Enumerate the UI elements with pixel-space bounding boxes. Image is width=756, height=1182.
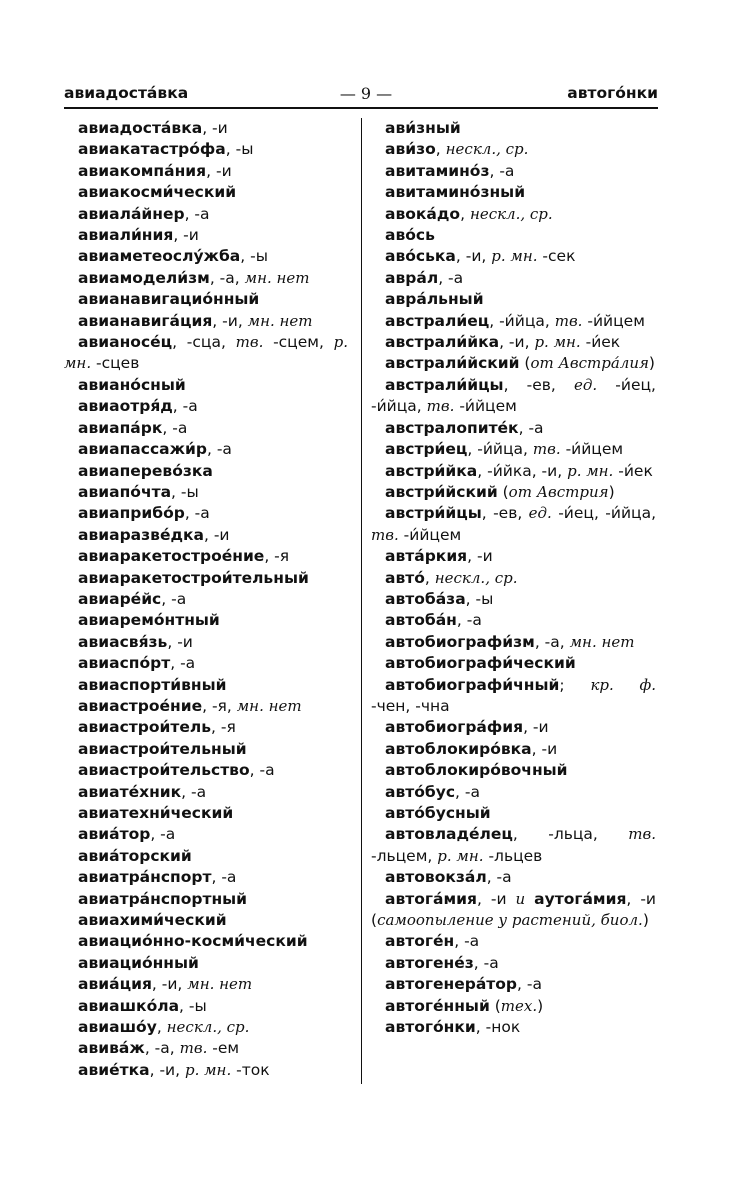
dictionary-entry <box>371 461 656 482</box>
entry-headword: австри́ец <box>385 440 468 459</box>
dictionary-entry <box>64 610 348 631</box>
dictionary-entry <box>64 803 348 824</box>
entry-note: р. мн. <box>491 247 538 266</box>
entry-headword: авиамодели́зм <box>78 268 210 287</box>
entry-text: , <box>156 1018 167 1037</box>
dictionary-entry <box>371 974 656 995</box>
entry-text: -сцев <box>91 354 140 373</box>
dictionary-entry <box>64 568 348 589</box>
entry-headword: авиастрои́тельный <box>78 739 247 758</box>
dictionary-entry <box>371 953 656 974</box>
entry-headword: авиали́ния <box>78 226 174 245</box>
dictionary-entry <box>371 782 656 803</box>
entry-note: р. мн. <box>567 461 614 480</box>
entry-headword: авиапа́рк <box>78 418 163 437</box>
dictionary-entry <box>371 225 656 246</box>
dictionary-entry <box>371 289 656 310</box>
entry-headword: авитамино́зный <box>385 183 526 202</box>
entry-headword: австрали́йский <box>385 354 520 373</box>
dictionary-entry <box>371 568 656 589</box>
dictionary-entry <box>371 931 656 952</box>
entry-text: , -сца, <box>172 333 236 352</box>
dictionary-entry <box>64 439 348 460</box>
dictionary-entry <box>64 139 348 160</box>
entry-text: , -и <box>531 739 558 758</box>
dictionary-entry <box>371 161 656 182</box>
dictionary-entry <box>371 311 656 332</box>
entry-headword: австрали́йцы <box>385 375 504 394</box>
dictionary-entry <box>64 782 348 803</box>
dictionary-entry <box>371 482 656 503</box>
entry-text: , -а <box>454 932 480 951</box>
entry-headword: авиаприбо́р <box>78 504 185 523</box>
dictionary-entry <box>64 760 348 781</box>
dictionary-entry <box>64 332 348 375</box>
dictionary-entry <box>371 118 656 139</box>
entry-note: ед. <box>528 504 552 523</box>
dictionary-entry <box>64 739 348 760</box>
entry-text: , -и <box>476 889 516 908</box>
entry-note: мн. нет <box>247 311 313 330</box>
entry-headword: ави́зный <box>385 119 461 137</box>
entry-headword: автога́мия <box>385 889 477 908</box>
entry-note: мн. нет <box>244 268 310 287</box>
dictionary-entry <box>371 1017 656 1038</box>
entry-note: и <box>515 889 526 908</box>
dictionary-entry <box>371 996 656 1017</box>
entry-headword: авиаперево́зка <box>78 461 213 480</box>
dictionary-entry <box>371 675 656 718</box>
entry-text: -и́йцем <box>454 397 517 416</box>
entry-headword: авра́л <box>385 268 439 287</box>
entry-text: -льцем, <box>371 846 438 865</box>
entry-note: тв. <box>426 397 455 416</box>
entry-note: тв. <box>532 440 561 459</box>
column-divider <box>361 118 362 1084</box>
entry-text: -и́йцем <box>398 525 462 544</box>
entry-text: , -и́йца, <box>467 440 533 459</box>
entry-note: тв. <box>628 825 656 844</box>
dictionary-entry <box>64 675 348 696</box>
entry-note: самоопыление у растений, биол. <box>377 911 643 930</box>
dictionary-entry <box>371 717 656 738</box>
entry-text: , -ы <box>179 996 207 1015</box>
entry-headword: авиала́йнер <box>78 204 185 223</box>
entry-headword: австри́йцы <box>385 504 482 523</box>
entry-headword: авиастрои́тель <box>78 718 212 737</box>
entry-text: , -и́йца, <box>489 311 555 330</box>
entry-note: ед. <box>574 375 598 394</box>
entry-headword: автоблокиро́вочный <box>385 761 568 780</box>
dictionary-entry <box>371 739 656 760</box>
entry-headword: авианавигацио́нный <box>78 290 260 309</box>
dictionary-entry <box>64 311 348 332</box>
entry-headword: автогенера́тор <box>385 975 518 994</box>
entry-note: тех. <box>500 996 538 1015</box>
entry-text: , -а, <box>534 632 570 651</box>
dictionary-entry <box>64 1060 348 1081</box>
entry-text: , -и ( <box>371 889 656 930</box>
entry-text: , -и́йка, -и, <box>477 461 568 480</box>
dictionary-entry <box>371 610 656 631</box>
entry-headword: автовладе́лец <box>385 825 513 844</box>
entry-text: -ток <box>231 1060 270 1079</box>
entry-headword: авиакосми́ческий <box>78 183 237 202</box>
entry-headword: авиаспо́рт <box>78 654 171 673</box>
entry-headword: аутога́мия <box>534 889 627 908</box>
entry-text: , -и, <box>499 333 535 352</box>
entry-text: -и́ец, -и́йца, <box>371 375 656 416</box>
dictionary-entry <box>64 974 348 995</box>
dictionary-entry <box>371 503 656 546</box>
dictionary-entry <box>371 418 656 439</box>
entry-text: , -а <box>438 268 464 287</box>
dictionary-entry <box>64 225 348 246</box>
entry-text: -сцем, <box>263 333 334 352</box>
entry-headword: ави́зо <box>385 140 436 159</box>
entry-headword: авиате́хник <box>78 782 182 801</box>
entry-text: ) <box>537 996 544 1015</box>
entry-text: , -а <box>456 611 482 630</box>
entry-text: , -а <box>184 504 210 523</box>
entry-text: , -и <box>467 547 493 566</box>
entry-text: , -ев, <box>503 375 574 394</box>
entry-headword: авока́до <box>385 204 461 223</box>
entry-headword: авиасвя́зь <box>78 632 168 651</box>
entry-text: , -а <box>517 975 542 994</box>
entry-text: ; <box>559 675 591 694</box>
dictionary-entry <box>64 717 348 738</box>
entry-headword: авиастрои́тельство <box>78 761 250 780</box>
entry-headword: аво́ська <box>385 247 456 266</box>
dictionary-entry <box>64 396 348 417</box>
entry-text: -и́ек <box>580 333 621 352</box>
entry-note: нескл., ср. <box>469 204 553 223</box>
entry-note: нескл., ср. <box>166 1018 250 1037</box>
entry-headword: автобиографи́ческий <box>385 654 576 673</box>
dictionary-entry <box>64 867 348 888</box>
entry-text: , -а <box>181 782 207 801</box>
entry-text: , -а <box>249 761 275 780</box>
header-left-guideword: авиадоста́вка <box>64 84 189 102</box>
dictionary-entry <box>64 931 348 952</box>
entry-headword: авто́бусный <box>385 804 491 822</box>
entry-text: , -и <box>206 161 232 180</box>
entry-headword: автоба́за <box>385 589 466 608</box>
dictionary-entry <box>371 803 656 824</box>
entry-text: , -ы <box>240 247 268 266</box>
entry-text: ( <box>519 354 531 373</box>
entry-note: р. мн. <box>64 333 348 373</box>
dictionary-entry <box>371 546 656 567</box>
entry-headword: автобиографи́чный <box>385 675 560 694</box>
header-rule <box>64 107 658 109</box>
entry-text: , -и <box>173 226 199 245</box>
entry-headword: авиатехни́ческий <box>78 804 234 822</box>
entry-note: мн. нет <box>236 696 302 715</box>
entry-headword: автого́нки <box>385 1018 476 1037</box>
entry-headword: авиано́сный <box>78 375 186 394</box>
entry-headword: авта́ркия <box>385 547 468 566</box>
dictionary-entry <box>371 824 656 867</box>
page-number: — 9 — <box>339 84 393 103</box>
entry-text: -и́йцем <box>582 311 645 330</box>
entry-headword: авиаракетострои́тельный <box>78 568 309 587</box>
dictionary-entry <box>64 1017 348 1038</box>
entry-headword: авива́ж <box>78 1039 145 1058</box>
dictionary-entry <box>371 182 656 203</box>
dictionary-entry <box>64 204 348 225</box>
dictionary-entry <box>64 910 348 931</box>
entry-text: ) <box>642 911 649 930</box>
left-column <box>64 118 348 1081</box>
entry-headword: автогене́з <box>385 953 474 972</box>
dictionary-entry <box>64 824 348 845</box>
entry-headword: авиацио́нно-косми́ческий <box>78 932 308 951</box>
entry-text <box>525 890 534 908</box>
entry-note: мн. нет <box>187 975 253 994</box>
entry-headword: автоба́н <box>385 611 457 630</box>
entry-text: , -я, <box>202 696 237 715</box>
entry-headword: автовокза́л <box>385 868 487 887</box>
entry-text: , -и <box>203 525 230 544</box>
entry-headword: авиашко́ла <box>78 996 180 1015</box>
entry-headword: авиа́ция <box>78 975 152 994</box>
page-header <box>64 84 658 106</box>
dictionary-entry <box>64 889 348 910</box>
entry-text: , -а <box>206 440 232 459</box>
dictionary-entry <box>64 118 348 139</box>
entry-headword: авиатра́нспортный <box>78 889 248 908</box>
dictionary-entry <box>64 375 348 396</box>
dictionary-entry <box>64 953 348 974</box>
entry-text: , -я <box>264 547 290 566</box>
entry-note: р. мн. <box>534 333 581 352</box>
entry-headword: авиахими́ческий <box>78 911 227 930</box>
dictionary-entry <box>64 525 348 546</box>
entry-headword: австри́йка <box>385 461 478 480</box>
entry-headword: автоблокиро́вка <box>385 739 532 758</box>
dictionary-entry <box>64 632 348 653</box>
entry-text: -сек <box>537 247 576 266</box>
dictionary-entry <box>64 546 348 567</box>
entry-headword: австри́йский <box>385 482 498 501</box>
entry-text: , -нок <box>475 1018 521 1037</box>
dictionary-entry <box>64 268 348 289</box>
entry-text: , -ы <box>171 482 199 501</box>
dictionary-entry <box>371 867 656 888</box>
entry-text: , -ы <box>225 140 254 159</box>
entry-headword: авиастрое́ние <box>78 696 203 715</box>
dictionary-entry <box>64 696 348 717</box>
entry-text: , -я <box>211 718 236 737</box>
entry-note: мн. нет <box>569 632 635 651</box>
entry-headword: авиаразве́дка <box>78 525 204 544</box>
entry-text: , -и, <box>149 1060 185 1079</box>
dictionary-entry <box>371 268 656 289</box>
entry-text: , -а <box>486 868 512 887</box>
entry-text: ( <box>497 482 509 501</box>
entry-text: -и́ек <box>613 461 653 480</box>
entry-text: ) <box>608 482 615 501</box>
entry-text: -и́ец, -и́йца, <box>551 504 656 523</box>
entry-note: тв. <box>179 1039 208 1058</box>
dictionary-entry <box>64 1038 348 1059</box>
entry-headword: авиаре́йс <box>78 589 162 608</box>
entry-headword: авиа́тор <box>78 825 151 844</box>
dictionary-entry <box>64 996 348 1017</box>
entry-headword: авиадоста́вка <box>78 119 203 137</box>
entry-headword: авитамино́з <box>385 161 490 180</box>
entry-text: , <box>435 140 446 159</box>
entry-headword: авианавига́ция <box>78 311 213 330</box>
entry-headword: авиаметеослу́жба <box>78 247 241 266</box>
entry-headword: авиаотря́д <box>78 397 173 416</box>
entry-text: -льцев <box>483 846 543 865</box>
entry-note: р. мн. <box>437 846 484 865</box>
entry-text: , -а <box>211 868 237 887</box>
entry-headword: авиакомпа́ния <box>78 161 207 180</box>
entry-text: , -а <box>455 782 480 801</box>
dictionary-entry <box>64 161 348 182</box>
entry-note: нескл., ср. <box>434 568 518 587</box>
entry-text: , -а <box>489 161 515 180</box>
entry-headword: авиаспорти́вный <box>78 675 227 694</box>
dictionary-entry <box>64 289 348 310</box>
dictionary-entry <box>371 246 656 267</box>
entry-headword: автобиогра́фия <box>385 718 524 737</box>
entry-headword: авие́тка <box>78 1060 150 1079</box>
entry-text: -и́йцем <box>560 440 624 459</box>
dictionary-entry <box>371 375 656 418</box>
entry-text: , <box>460 204 470 223</box>
dictionary-entry <box>371 204 656 225</box>
entry-headword: авиатра́нспорт <box>78 868 212 887</box>
dictionary-entry <box>64 846 348 867</box>
dictionary-entry <box>371 653 656 674</box>
entry-headword: авиакатастро́фа <box>78 140 226 159</box>
entry-note: кр. ф. <box>590 675 656 694</box>
entry-headword: авиаремо́нтный <box>78 611 220 630</box>
entry-headword: авиапо́чта <box>78 482 172 501</box>
entry-headword: авто́бус <box>385 782 456 801</box>
entry-text: ) <box>648 354 655 373</box>
entry-text: , -и <box>202 119 228 137</box>
entry-text: , -ы <box>465 589 494 608</box>
dictionary-entry <box>64 461 348 482</box>
entry-text: ( <box>489 996 501 1015</box>
entry-headword: авиацио́нный <box>78 953 199 972</box>
entry-headword: авра́льный <box>385 290 484 309</box>
entry-headword: австрали́ец <box>385 311 490 330</box>
entry-text: , -и, <box>455 247 492 266</box>
dictionary-entry <box>64 418 348 439</box>
dictionary-entry <box>64 653 348 674</box>
dictionary-entry <box>371 632 656 653</box>
entry-note: от Австрия <box>508 482 609 501</box>
entry-note: р. мн. <box>184 1060 232 1079</box>
entry-headword: автоге́нный <box>385 996 490 1015</box>
dictionary-entry <box>64 589 348 610</box>
entry-text: , -а <box>172 397 198 416</box>
entry-headword: авиа́торский <box>78 846 192 865</box>
dictionary-entry <box>371 353 656 374</box>
entry-text: , -и <box>523 718 549 737</box>
dictionary-entry <box>371 889 656 932</box>
entry-text: , -и <box>167 632 193 651</box>
entry-text: , -а, <box>209 268 245 287</box>
entry-text: , -льца, <box>512 825 629 844</box>
entry-headword: австрали́йка <box>385 333 500 352</box>
dictionary-entry <box>371 439 656 460</box>
dictionary-entry <box>371 332 656 353</box>
entry-text: , -а <box>170 654 196 673</box>
entry-text: , -а <box>473 953 499 972</box>
entry-text: , <box>424 568 435 587</box>
entry-text: -чен, -чна <box>371 696 450 715</box>
entry-text: , -а <box>184 204 210 223</box>
entry-note: тв. <box>371 525 399 544</box>
dictionary-entry <box>64 182 348 203</box>
entry-headword: австралопите́к <box>385 418 519 437</box>
entry-text: , -а <box>162 418 188 437</box>
entry-headword: автоге́н <box>385 932 455 951</box>
entry-text: , -а <box>518 418 544 437</box>
entry-headword: аво́сь <box>385 226 435 245</box>
entry-text: -ем <box>207 1039 240 1058</box>
dictionary-entry <box>371 589 656 610</box>
dictionary-entry <box>64 246 348 267</box>
entry-headword: авиаракетостроéние <box>78 547 265 566</box>
entry-note: нескл., ср. <box>445 140 529 159</box>
entry-text: , -а <box>150 825 176 844</box>
entry-text: , -ев, <box>481 504 529 523</box>
header-right-guideword: автого́нки <box>567 84 658 102</box>
entry-headword: авиапассажи́р <box>78 440 207 459</box>
entry-text: , -а, <box>144 1039 180 1058</box>
dictionary-entry <box>371 760 656 781</box>
entry-text: , -и, <box>212 311 248 330</box>
entry-note: тв. <box>554 311 583 330</box>
entry-text: , -и, <box>151 975 188 994</box>
dictionary-entry <box>64 482 348 503</box>
entry-headword: авиашо́у <box>78 1018 157 1037</box>
entry-headword: авианосе́ц <box>78 333 173 352</box>
entry-text: , -а <box>161 589 187 608</box>
entry-headword: автобиографи́зм <box>385 632 535 651</box>
dictionary-entry <box>371 139 656 160</box>
right-column <box>371 118 656 1038</box>
dictionary-entry <box>64 503 348 524</box>
entry-headword: авто́ <box>385 568 425 587</box>
entry-note: тв. <box>235 333 264 352</box>
entry-note: от Австра́лия <box>530 354 649 373</box>
